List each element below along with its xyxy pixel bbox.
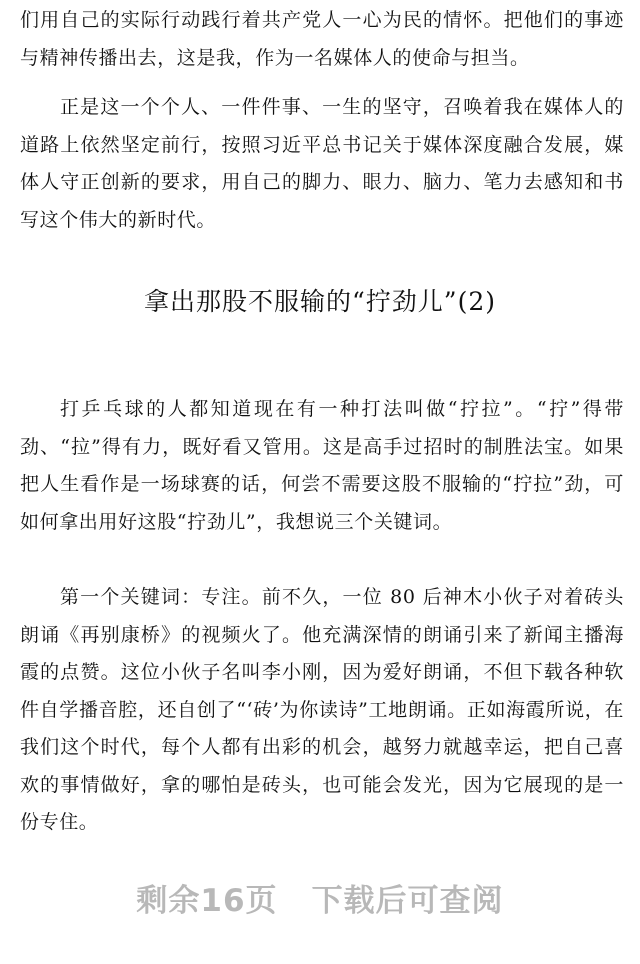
paragraph-keyword-focus: 第一个关键词：专注。前不久，一位 80 后神木小伙子对着砖头朗诵《再别康桥》的视频火了。他充满深情的朗诵引来了新闻主播海霞的点赞。这位小伙子名叫李小刚，因为爱好朗诵，不但下载各种软件自学播音腔，还自创了“‘砖’为你读诗”工地朗诵。正如海霞所说，在我们这个时代，每个人都有出彩的机会，越努力就越幸运，把自己喜欢的事情做好，拿的哪怕是砖头，也可能会发光，因为它展现的是一份专住。 — [20, 586, 624, 833]
paragraph-table-tennis: 打乒乓球的人都知道现在有一种打法叫做“拧拉”。“拧”得带劲、“拉”得有力，既好看又管用。这是高手过招时的制胜法宝。如果把人生看作是一场球赛的话，何尝不需要这股不服输的“拧拉”劲，可如何拿出用好这股“拧劲儿”，我想说三个关键词。 — [20, 398, 624, 533]
remaining-pages-label: 剩余16页 — [136, 883, 278, 919]
download-watermark[interactable] — [0, 876, 640, 926]
paragraph-media-mission: 正是这一个个人、一件件事、一生的坚守，召唤着我在媒体人的道路上依然坚定前行，按照习近平总书记关于媒体深度融合发展，媒体人守正创新的要求，用自己的脚力、眼力、脑力、笔力去感知和书写这个伟大的新时代。 — [20, 96, 624, 231]
download-to-view-label: 下载后可查阅 — [311, 883, 504, 919]
paragraph-continuation: 们用自己的实际行动践行着共产党人一心为民的情怀。把他们的事迹与精神传播出去，这是我，作为一名媒体人的使命与担当。 — [20, 9, 624, 69]
section-title: 拿出那股不服输的“拧劲儿”(2) — [144, 287, 496, 316]
